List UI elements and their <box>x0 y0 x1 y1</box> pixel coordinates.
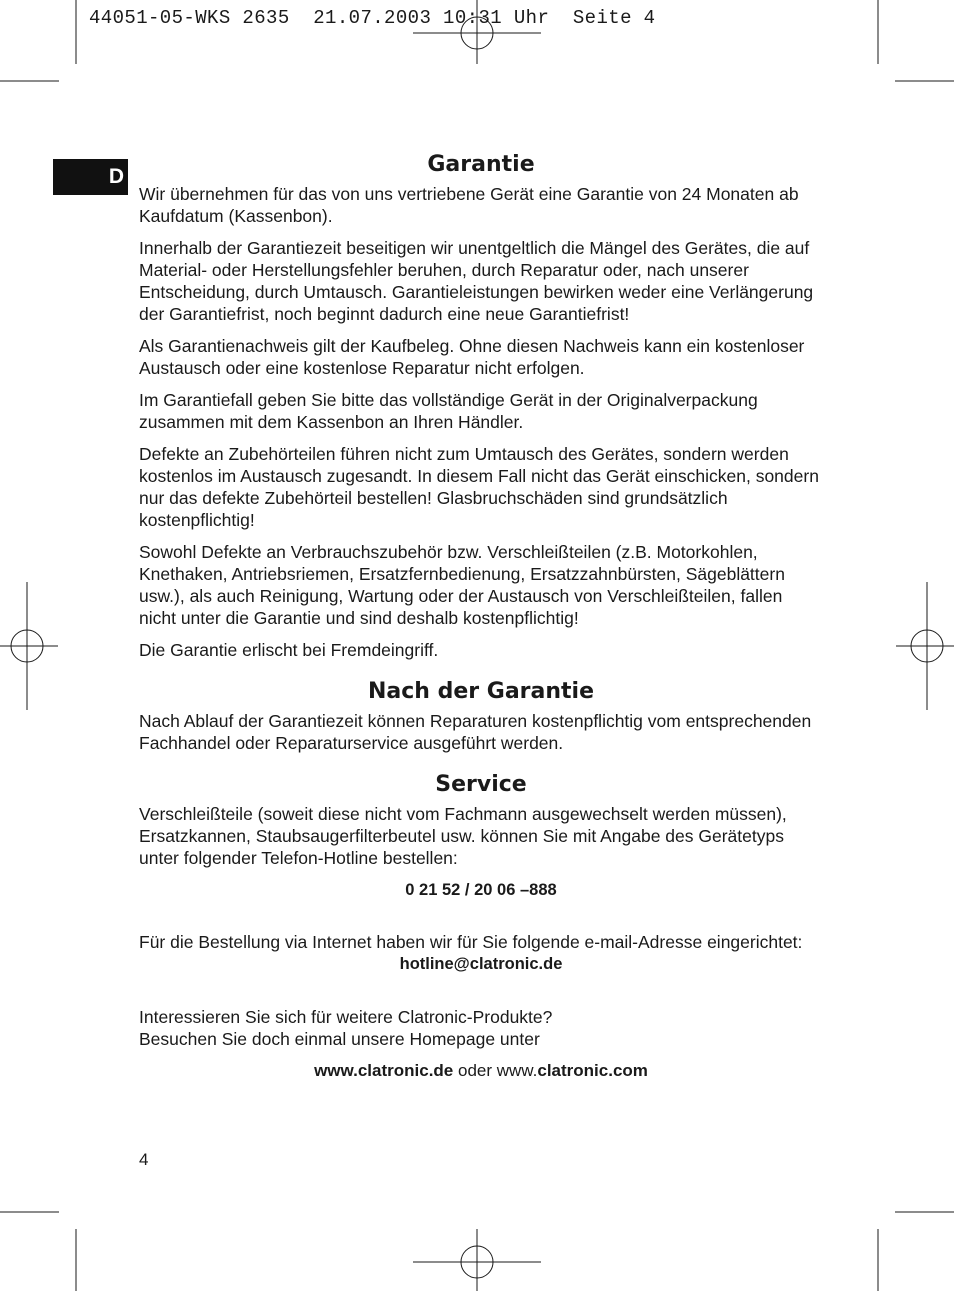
paragraph: Defekte an Zubehörteilen führen nicht zum Umtausch des Gerätes, sondern werden kostenlos im Austausch zugesandt. In diesem Fall nicht das Gerät einschicken, sondern nur das defekte Zubehörteil bestellen! Glasbruchschäden sind grundsätzlich kostenpflichtig! <box>139 444 819 530</box>
paragraph: Die Garantie erlischt bei Fremdeingriff. <box>139 640 439 660</box>
hotline-number: 0 21 52 / 20 06 –888 <box>405 881 557 899</box>
paragraph: Sowohl Defekte an Verbrauchszubehör bzw. Verschleißteilen (z.B. Motorkohlen, Knethaken, Antriebsriemen, Ersatzfernbedienung, Ersatzzahnbürsten, Sägeblättern usw.), als auch Reinigung, Wartung oder der Austausch von Verschleißteilen, fallen nicht unter die Garantie und sind deshalb kostenpflichtig! <box>139 542 785 628</box>
website-links <box>139 1060 823 1082</box>
paragraph: Nach Ablauf der Garantiezeit können Reparaturen kostenpflichtig vom entsprechenden Fachhandel oder Reparaturservice ausgeführt werden. <box>139 711 812 753</box>
website-or-text: oder www. <box>453 1061 538 1080</box>
paragraph: Interessieren Sie sich für weitere Clatronic-Produkte? <box>139 1007 553 1027</box>
registration-mark-left <box>0 582 58 710</box>
registration-mark-bottom <box>413 1229 541 1291</box>
paragraph: Innerhalb der Garantiezeit beseitigen wir unentgeltlich die Mängel des Gerätes, die auf Material- oder Herstellungsfehler beruhen, durch Reparatur oder, nach unserer Entscheidung, durch Umtausch. Garantieleistungen bewirken weder eine Verlängerung der Garantiefrist, noch beginnt dadurch eine neue Garantiefrist! <box>139 238 814 324</box>
website-link-com[interactable]: clatronic.com <box>537 1061 648 1080</box>
paragraph: Besuchen Sie doch einmal unsere Homepage unter <box>139 1029 540 1049</box>
section-title-service: Service <box>435 772 527 797</box>
section-title-nach-der-garantie: Nach der Garantie <box>367 679 595 704</box>
paragraph: Als Garantienachweis gilt der Kaufbeleg. Ohne diesen Nachweis kann ein kostenloser Austausch oder eine kostenlose Reparatur nicht erfolgen. <box>139 336 805 378</box>
email-address: hotline@clatronic.de <box>399 955 563 973</box>
document-body <box>139 150 823 1092</box>
website-link-de[interactable]: www.clatronic.de <box>314 1061 454 1080</box>
section-title-garantie: Garantie <box>427 152 535 177</box>
language-tab: D <box>53 159 128 195</box>
registration-mark-right <box>896 582 954 710</box>
paragraph: Verschleißteile (soweit diese nicht vom Fachmann ausgewechselt werden müssen), Ersatzkannen, Staubsaugerfilterbeutel usw. können Sie mit Angabe des Gerätetyps unter folgender Telefon-Hotline bestellen: <box>139 804 787 868</box>
paragraph: Für die Bestellung via Internet haben wir für Sie folgende e-mail-Adresse eingerichtet: <box>139 932 803 952</box>
paragraph: Im Garantiefall geben Sie bitte das vollständige Gerät in der Originalverpackung zusammen mit dem Kassenbon an Ihren Händler. <box>139 390 758 432</box>
registration-mark-top <box>413 0 541 64</box>
paragraph: Wir übernehmen für das von uns vertriebene Gerät eine Garantie von 24 Monaten ab Kaufdatum (Kassenbon). <box>139 184 799 226</box>
print-slug: 44051-05-WKS 2635 21.07.2003 10:31 Uhr Seite 4 <box>89 7 656 29</box>
page-number: 4 <box>139 1150 149 1169</box>
